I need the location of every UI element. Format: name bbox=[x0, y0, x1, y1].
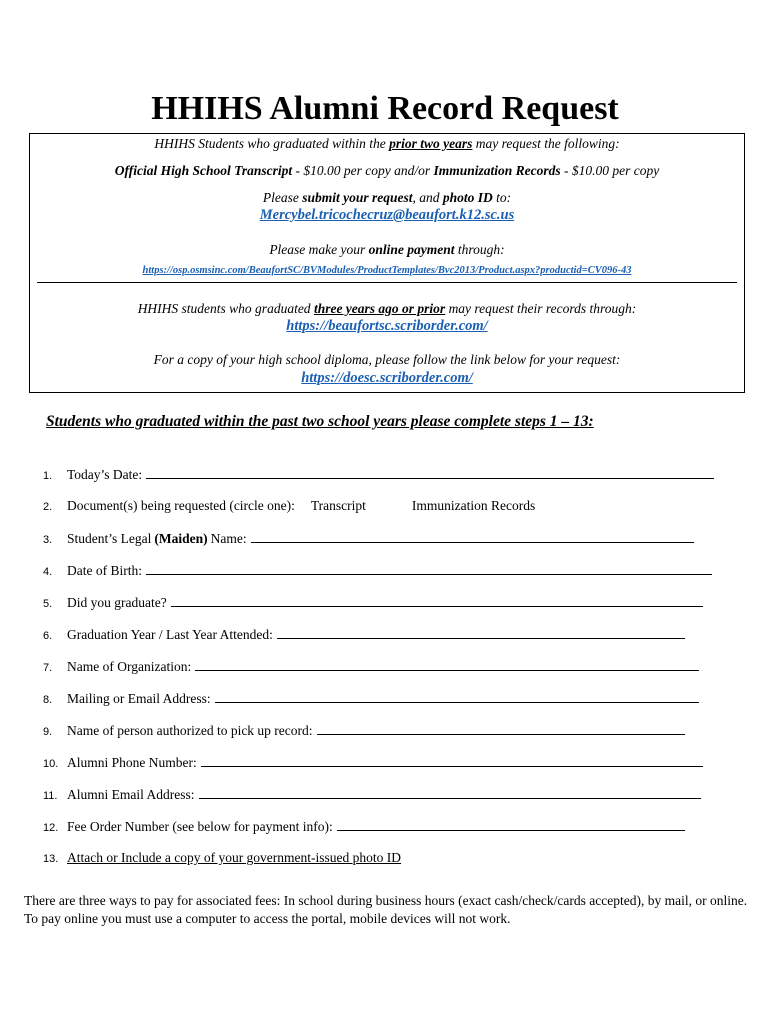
step-document-type bbox=[43, 498, 535, 516]
step-mailing-address bbox=[43, 690, 699, 708]
step-label: Student’s Legal bbox=[67, 531, 152, 546]
transcript-price: - $10.00 per copy and/or bbox=[292, 163, 434, 178]
intro-text: HHIHS Students who graduated within the bbox=[154, 136, 390, 151]
authorized-person-field[interactable] bbox=[317, 722, 685, 735]
step-number: 3. bbox=[43, 534, 53, 546]
items-line bbox=[30, 163, 744, 179]
step-number: 8. bbox=[43, 694, 53, 706]
option-transcript[interactable]: Transcript bbox=[310, 498, 366, 513]
payment-text: Please make your bbox=[269, 242, 369, 257]
step-label: Name of person authorized to pick up record: bbox=[67, 723, 313, 738]
step-number: 10. bbox=[43, 758, 59, 770]
payment-info-paragraph: There are three ways to pay for associated fees: In school during business hours (exact cash/check/cards accepted), by mail, or online. To pay online you must use a computer to access the portal, mobile devices will not work. bbox=[24, 893, 748, 926]
step-graduation-year bbox=[43, 626, 685, 644]
step-number: 9. bbox=[43, 726, 53, 738]
older-text: HHIHS students who graduated bbox=[137, 301, 314, 316]
steps-heading: Students who graduated within the past two school years please complete steps 1 – 13: bbox=[46, 413, 594, 430]
fee-order-field[interactable] bbox=[337, 818, 685, 831]
payment-line bbox=[30, 242, 744, 258]
step-number: 1. bbox=[43, 470, 53, 482]
immunization-item: Immunization Records bbox=[433, 163, 561, 178]
email-link[interactable]: Mercybel.tricochecruz@beaufort.k12.sc.us bbox=[259, 207, 515, 223]
payment-end: through: bbox=[454, 242, 505, 257]
intro-emphasis: prior two years bbox=[389, 136, 473, 151]
submit-text: Please bbox=[262, 190, 303, 205]
transcript-item: Official High School Transcript bbox=[114, 163, 293, 178]
step-phone-number bbox=[43, 754, 703, 772]
step-number: 12. bbox=[43, 822, 59, 834]
step-email-address bbox=[43, 786, 701, 804]
step-number: 13. bbox=[43, 853, 59, 865]
organization-field[interactable] bbox=[195, 658, 699, 671]
legal-name-field[interactable] bbox=[251, 530, 694, 543]
date-field[interactable] bbox=[146, 466, 714, 479]
email-line bbox=[30, 207, 744, 224]
older-line bbox=[30, 301, 744, 317]
step-label: Attach or Include a copy of your government-issued photo ID bbox=[67, 850, 402, 865]
scriborder-link[interactable]: https://beaufortsc.scriborder.com/ bbox=[286, 318, 488, 334]
payment-link[interactable]: https://osp.osmsinc.com/BeaufortSC/BVModules/ProductTemplates/Bvc2013/Product.aspx?productid=CV096-43 bbox=[142, 265, 632, 276]
diploma-text: For a copy of your high school diploma, please follow the link below for your request: bbox=[153, 352, 621, 367]
diploma-line bbox=[30, 352, 744, 368]
submit-end: to: bbox=[492, 190, 512, 205]
email-field[interactable] bbox=[199, 786, 701, 799]
divider bbox=[37, 282, 737, 283]
photo-id-bold: photo ID bbox=[442, 190, 493, 205]
step-number: 7. bbox=[43, 662, 53, 674]
mailing-address-field[interactable] bbox=[215, 690, 699, 703]
step-legal-name bbox=[43, 530, 694, 548]
maiden-label: (Maiden) bbox=[154, 531, 208, 546]
step-label: Name of Organization: bbox=[67, 659, 192, 674]
diploma-url-line bbox=[30, 370, 744, 387]
step-number: 4. bbox=[43, 566, 53, 578]
payment-bold: online payment bbox=[368, 242, 455, 257]
step-label: Alumni Phone Number: bbox=[67, 755, 197, 770]
step-label: Document(s) being requested (circle one): bbox=[67, 498, 295, 513]
payment-url-line bbox=[30, 261, 744, 277]
step-number: 11. bbox=[43, 790, 58, 802]
step-label: Today’s Date: bbox=[67, 467, 143, 482]
step-fee-order-number bbox=[43, 818, 685, 836]
step-todays-date bbox=[43, 466, 714, 484]
older-emphasis: three years ago or prior bbox=[313, 301, 446, 316]
step-label-end: Name: bbox=[210, 531, 247, 546]
page-title: HHIHS Alumni Record Request bbox=[151, 90, 619, 127]
step-label: Did you graduate? bbox=[67, 595, 167, 610]
older-end: may request their records through: bbox=[445, 301, 637, 316]
intro-line bbox=[30, 136, 744, 152]
step-number: 2. bbox=[43, 501, 53, 513]
step-label: Alumni Email Address: bbox=[67, 787, 195, 802]
step-label: Mailing or Email Address: bbox=[67, 691, 211, 706]
step-number: 5. bbox=[43, 598, 53, 610]
submit-mid: , and bbox=[412, 190, 443, 205]
submit-line bbox=[30, 190, 744, 206]
step-label: Date of Birth: bbox=[67, 563, 142, 578]
phone-field[interactable] bbox=[201, 754, 703, 767]
step-did-you-graduate bbox=[43, 594, 703, 612]
graduation-year-field[interactable] bbox=[277, 626, 685, 639]
step-label: Graduation Year / Last Year Attended: bbox=[67, 627, 273, 642]
submit-bold: submit your request bbox=[302, 190, 413, 205]
instructions-box bbox=[29, 133, 745, 393]
step-number: 6. bbox=[43, 630, 53, 642]
diploma-link[interactable]: https://doesc.scriborder.com/ bbox=[301, 370, 473, 386]
option-immunization-records[interactable]: Immunization Records bbox=[411, 498, 536, 513]
older-url-line bbox=[30, 318, 744, 335]
dob-field[interactable] bbox=[146, 562, 712, 575]
step-date-of-birth bbox=[43, 562, 712, 580]
immunization-price: - $10.00 per copy bbox=[560, 163, 660, 178]
step-authorized-person bbox=[43, 722, 685, 740]
intro-text-end: may request the following: bbox=[472, 136, 620, 151]
step-organization bbox=[43, 658, 699, 676]
graduate-field[interactable] bbox=[171, 594, 703, 607]
step-photo-id bbox=[43, 850, 401, 868]
step-label: Fee Order Number (see below for payment info): bbox=[67, 819, 333, 834]
